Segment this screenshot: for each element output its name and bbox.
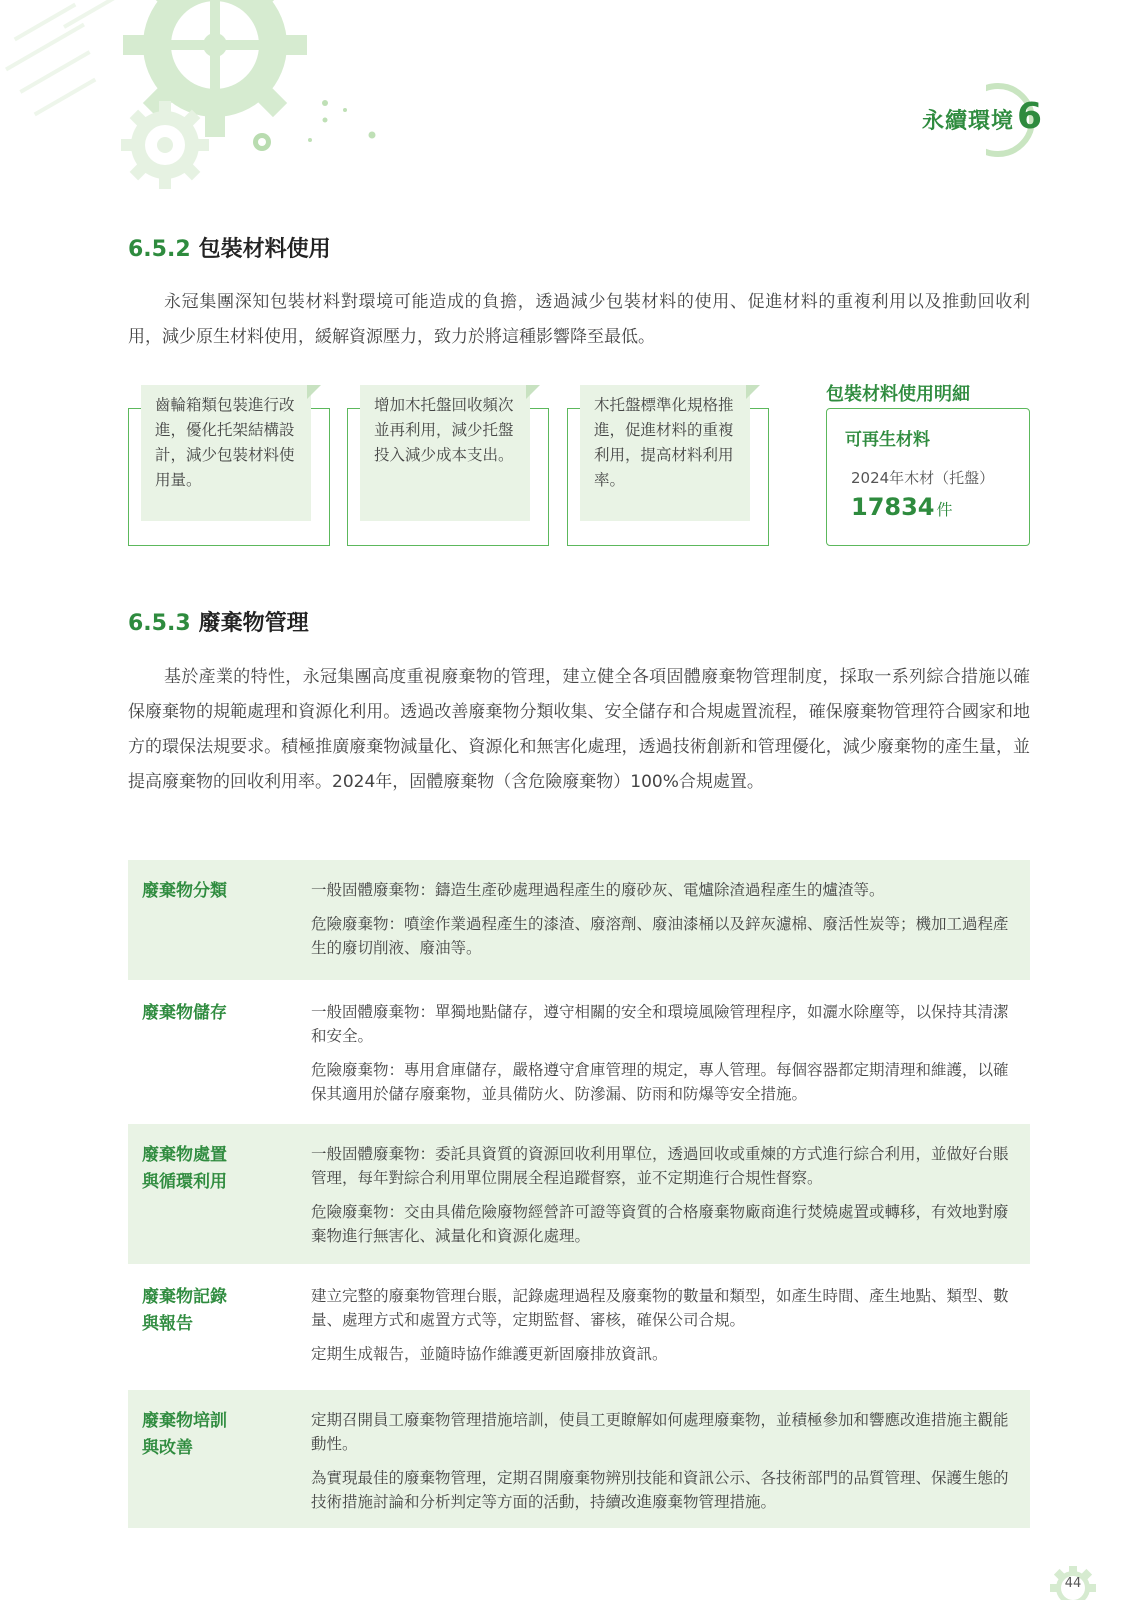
table-row — [128, 860, 1030, 980]
row-label: 廢棄物記錄 與報告 — [142, 1287, 227, 1334]
section-653-paragraph: 基於產業的特性，永冠集團高度重視廢棄物的管理，建立健全各項固體廢棄物管理制度，採取一系列綜合措施以確保廢棄物的規範處理和資源化利用。透過改善廢棄物分類收集、安全儲存和合規處置流程，確保廢棄物管理符合國家和地方的環保法規要求。積極推廣廢棄物減量化、資源化和無害化處理，透過技術創新和管理優化，減少廢棄物的產生量，並提高廢棄物的回收利用率。2024年，固體廢棄物（含危險廢棄物）100%合規處置。 — [128, 667, 1030, 792]
detail-year-label: 2024年木材（托盤） — [851, 469, 995, 487]
chapter-number: 6 — [1016, 96, 1042, 137]
row-content — [311, 1000, 1011, 1116]
decorative-gears-icon — [0, 0, 420, 200]
packaging-card-text: 齒輪箱類包裝進行改進，優化托架結構設計，減少包裝材料使用量。 — [141, 385, 311, 521]
row-content — [311, 1408, 1011, 1524]
card-fold-icon — [526, 385, 540, 399]
row-text: 建立完整的廢棄物管理台賬，記錄處理過程及廢棄物的數量和類型，如產生時間、產生地點、類型、數量、處理方式和處置方式等，定期監督、審核，確保公司合規。 — [311, 1287, 1009, 1329]
packaging-card — [567, 396, 769, 546]
row-text: 危險廢棄物：專用倉庫儲存，嚴格遵守倉庫管理的規定，專人管理。每個容器都定期清理和維護，以確保其適用於儲存廢棄物，並具備防火、防滲漏、防雨和防爆等安全措施。 — [311, 1061, 1009, 1103]
section-heading: 包裝材料使用 — [198, 237, 331, 262]
row-label: 廢棄物培訓 與改善 — [142, 1411, 227, 1458]
row-text: 一般固體廢棄物：鑄造生產砂處理過程產生的廢砂灰、電爐除渣過程產生的爐渣等。 — [311, 881, 885, 899]
detail-unit: 件 — [936, 500, 953, 519]
row-text: 危險廢棄物：交由具備危險廢物經營許可證等資質的合格廢棄物廠商進行焚燒處置或轉移，有效地對廢棄物進行無害化、減量化和資源化處理。 — [311, 1203, 1009, 1245]
packaging-detail-title: 包裝材料使用明細 — [826, 384, 970, 405]
packaging-card — [128, 396, 330, 546]
row-label: 廢棄物儲存 — [142, 1003, 227, 1023]
row-label: 廢棄物分類 — [142, 881, 227, 901]
row-content — [311, 1142, 1011, 1258]
table-row — [128, 1266, 1030, 1388]
card-fold-icon — [307, 385, 321, 399]
row-text: 一般固體廢棄物：單獨地點儲存，遵守相關的安全和環境風險管理程序，如灑水除塵等，以保持其清潔和安全。 — [311, 1003, 1009, 1045]
table-row — [128, 982, 1030, 1122]
packaging-card-text: 增加木托盤回收頻次並再利用，減少托盤投入減少成本支出。 — [360, 385, 530, 521]
row-label: 廢棄物處置 與循環利用 — [142, 1145, 227, 1192]
section-heading: 廢棄物管理 — [198, 611, 309, 636]
detail-number: 17834 — [851, 493, 935, 521]
section-number: 6.5.2 — [128, 237, 191, 262]
detail-subtitle: 可再生材料 — [845, 430, 930, 450]
packaging-detail-box — [826, 408, 1030, 546]
packaging-card-text: 木托盤標準化規格推進，促進材料的重複利用，提高材料利用率。 — [580, 385, 750, 521]
table-row — [128, 1124, 1030, 1264]
packaging-card — [347, 396, 549, 546]
section-number: 6.5.3 — [128, 611, 191, 636]
row-content — [311, 878, 1011, 970]
table-row — [128, 1390, 1030, 1528]
section-title-653 — [128, 606, 309, 637]
row-text: 為實現最佳的廢棄物管理，定期召開廢棄物辨別技能和資訊公示、各技術部門的品質管理、保護生態的技術措施討論和分析判定等方面的活動，持續改進廢棄物管理措施。 — [311, 1469, 1009, 1511]
page-number: 44 — [1064, 1576, 1082, 1591]
chapter-title: 永續環境 — [921, 109, 1014, 134]
detail-value — [851, 493, 953, 521]
row-content — [311, 1284, 1011, 1376]
row-text: 危險廢棄物：噴塗作業過程產生的漆渣、廢溶劑、廢油漆桶以及鋅灰濾棉、廢活性炭等；機加工過程產生的廢切削液、廢油等。 — [311, 915, 1009, 957]
row-text: 一般固體廢棄物：委託具資質的資源回收利用單位，透過回收或重煉的方式進行綜合利用，並做好台賬管理，每年對綜合利用單位開展全程追蹤督察，並不定期進行合規性督察。 — [311, 1145, 1009, 1187]
row-text: 定期召開員工廢棄物管理措施培訓，使員工更瞭解如何處理廢棄物，並積極參加和響應改進措施主觀能動性。 — [311, 1411, 1009, 1453]
section-title-652 — [128, 232, 331, 263]
section-652-paragraph: 永冠集團深知包裝材料對環境可能造成的負擔，透過減少包裝材料的使用、促進材料的重複利用以及推動回收利用，減少原生材料使用，緩解資源壓力，致力於將這種影響降至最低。 — [128, 292, 1030, 347]
card-fold-icon — [746, 385, 760, 399]
row-text: 定期生成報告，並隨時協作維護更新固廢排放資訊。 — [311, 1345, 668, 1363]
